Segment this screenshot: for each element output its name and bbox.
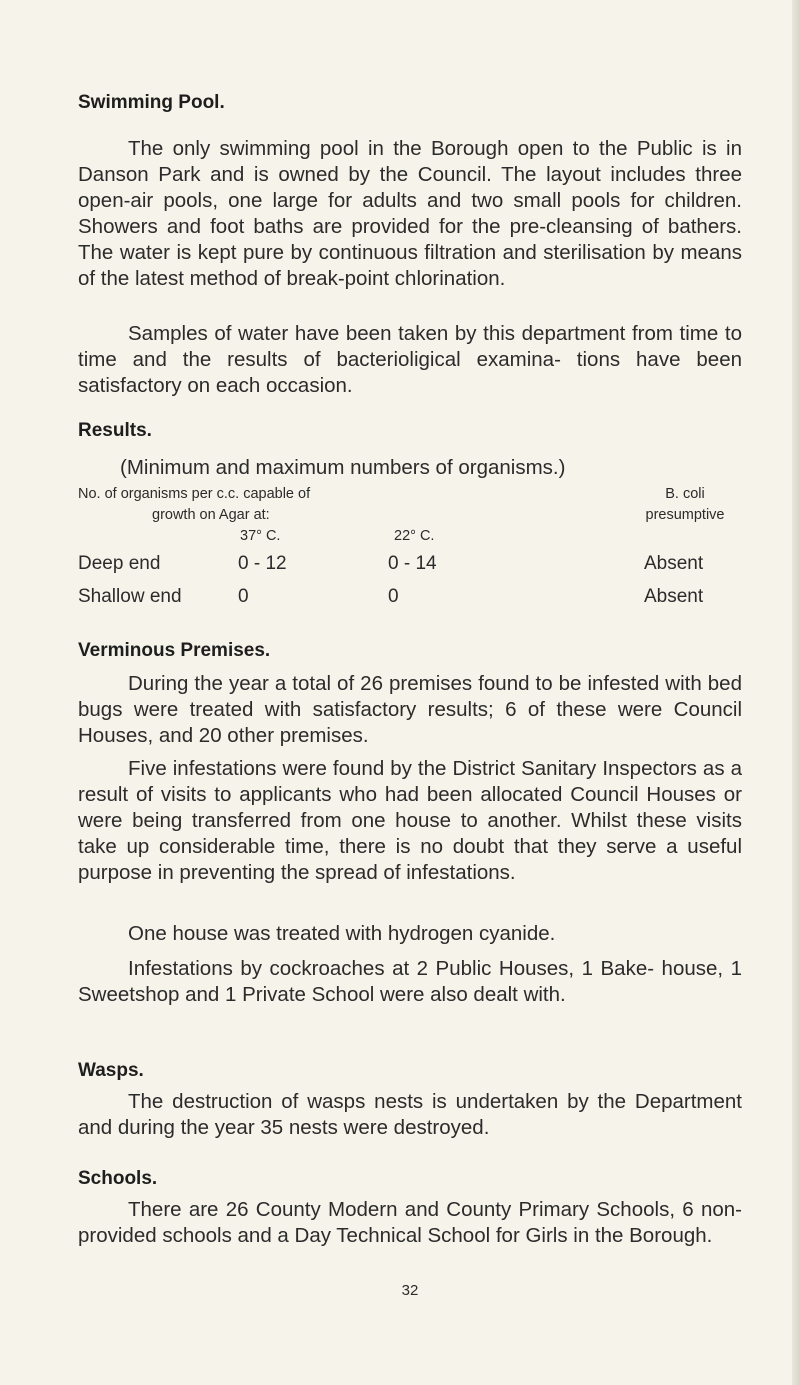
row-value-bcoli: Absent (644, 586, 704, 607)
table-header-organisms-line-2: growth on Agar at: (152, 507, 270, 523)
section-heading-swimming-pool: Swimming Pool. (78, 92, 225, 113)
results-subtitle: (Minimum and maximum numbers of organisms.) (120, 456, 566, 479)
row-value-22c: 0 (388, 586, 399, 607)
page-number: 32 (401, 1282, 419, 1299)
row-value-bcoli: Absent (644, 553, 704, 574)
table-header-bcoli-line-1: B. coli (665, 486, 705, 502)
page-edge-shadow (792, 0, 800, 1385)
row-label: Deep end (78, 553, 161, 574)
row-value-37c: 0 - 12 (238, 553, 287, 574)
row-label: Shallow end (78, 586, 182, 607)
section-heading-schools: Schools. (78, 1168, 158, 1189)
verminous-paragraph-2: Five infestations were found by the District Sanitary Inspectors as a result of visits to applicants who had been allocated Council Houses or were being transferred from one house to another. Whilst these visits take up considerable time, there is no doubt that they serve a useful purpose in preventing the spread of infestations. (78, 757, 742, 884)
row-value-22c: 0 - 14 (388, 553, 437, 574)
table-header-organisms-line-1: No. of organisms per c.c. capable of (78, 486, 311, 502)
wasps-paragraph: The destruction of wasps nests is undertaken by the Department and during the year 35 nests were destroyed. (78, 1090, 742, 1139)
swimming-paragraph-1: The only swimming pool in the Borough open to the Public is in Danson Park and is owned by the Council. The layout includes three open-air pools, one large for adults and two small pools for children. Showers and foot baths are provided for the pre-cleansing of bathers. The water is kept pure by continuous filtration and sterilisation by means of the latest method of break-point chlorination. (78, 137, 742, 290)
verminous-paragraph-4: Infestations by cockroaches at 2 Public Houses, 1 Bake- house, 1 Sweetshop and 1 Private School were also dealt with. (78, 957, 742, 1006)
table-header-bcoli-line-2: presumptive (645, 507, 725, 523)
schools-paragraph: There are 26 County Modern and County Primary Schools, 6 non-provided schools and a Day Technical School for Girls in the Borough. (78, 1198, 742, 1247)
table-header-22c: 22° C. (394, 528, 435, 544)
row-value-37c: 0 (238, 586, 249, 607)
section-heading-results: Results. (78, 420, 152, 441)
section-heading-verminous-premises: Verminous Premises. (78, 640, 271, 661)
section-heading-wasps: Wasps. (78, 1060, 144, 1081)
verminous-paragraph-1: During the year a total of 26 premises found to be infested with bed bugs were treated with satisfactory results; 6 of these were Council Houses, and 20 other premises. (78, 672, 742, 747)
swimming-paragraph-2: Samples of water have been taken by this department from time to time and the results of bacterioligical examina- tions have been satisfactory on each occasion. (78, 322, 742, 397)
verminous-paragraph-3: One house was treated with hydrogen cyanide. (128, 922, 556, 945)
table-header-37c: 37° C. (240, 528, 281, 544)
